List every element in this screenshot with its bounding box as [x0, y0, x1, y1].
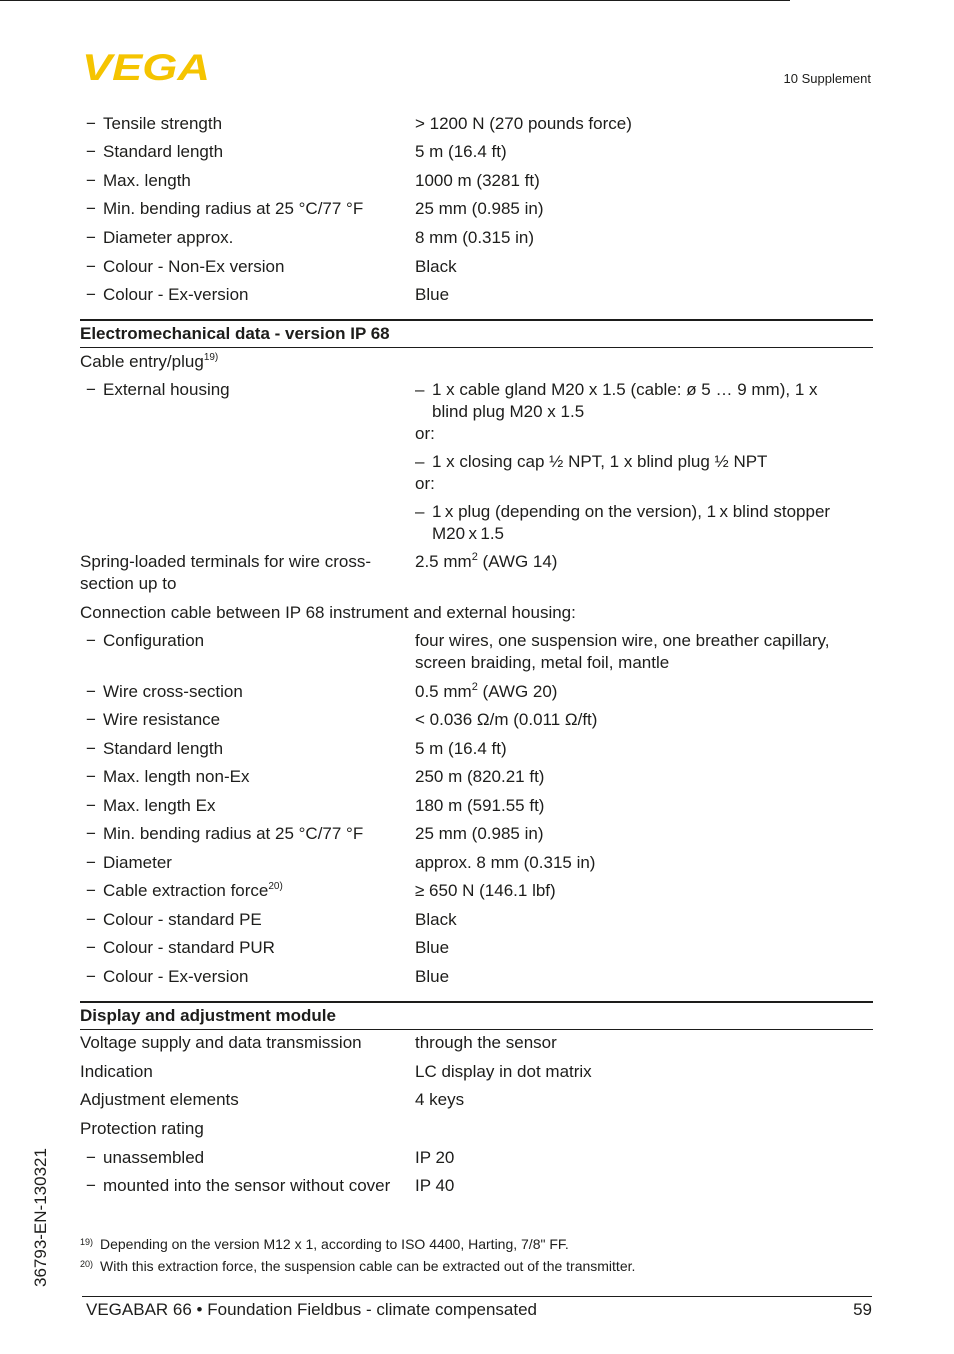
dash: − [86, 796, 96, 815]
spec-label: Standard length [103, 739, 224, 758]
spec-label: unassembled [103, 1148, 205, 1167]
spec-value: 25 mm (0.985 in) [415, 824, 544, 843]
superscript: 2 [471, 681, 478, 693]
option-text: M20 x 1.5 [432, 524, 505, 543]
section-label: 10 Supplement [783, 71, 871, 86]
spec-value: screen braiding, metal foil, mantle [415, 653, 670, 672]
section-heading-electromechanical: Electromechanical data - version IP 68 [80, 324, 390, 343]
spec-label: section up to [80, 574, 177, 593]
dash: − [86, 631, 96, 650]
footnote-ref: 19) [203, 352, 219, 363]
spec-label: Max. length [103, 171, 191, 190]
section-divider [80, 319, 873, 321]
spec-value: 1000 m (3281 ft) [415, 171, 540, 190]
spec-label: Standard length [103, 142, 224, 161]
footer-title: VEGABAR 66 • Foundation Fieldbus - climate compensated [86, 1300, 538, 1319]
superscript: 2 [471, 551, 478, 563]
value-text: (AWG 14) [477, 552, 558, 571]
spec-label: Max. length non-Ex [103, 767, 250, 786]
option-text: 1 x plug (depending on the version), 1 x blind stopper [432, 502, 831, 521]
spec-value: 4 keys [415, 1090, 465, 1109]
spec-value: 250 m (820.21 ft) [415, 767, 545, 786]
dash: − [86, 767, 96, 786]
spec-label: External housing [103, 380, 230, 399]
spec-label [103, 880, 283, 902]
spec-value: Blue [415, 938, 450, 957]
spec-value: IP 40 [415, 1176, 455, 1195]
section-divider [80, 1001, 873, 1003]
spec-value [415, 551, 557, 573]
dash: − [86, 710, 96, 729]
dash: − [86, 1176, 96, 1195]
dash: − [86, 824, 96, 843]
dash: − [86, 682, 96, 701]
spec-value: 8 mm (0.315 in) [415, 228, 535, 247]
spec-value: > 1200 N (270 pounds force) [415, 114, 632, 133]
option-text: 1 x cable gland M20 x 1.5 (cable: ø 5 … 9 mm), 1 x [432, 380, 818, 399]
dash: − [86, 199, 96, 218]
cable-entry-label [80, 351, 218, 373]
dash: − [86, 853, 96, 872]
spec-label: Colour - Ex-version [103, 285, 249, 304]
spec-value: < 0.036 Ω/m (0.011 Ω/ft) [415, 710, 598, 729]
spec-value [415, 681, 557, 703]
dash: − [86, 1148, 96, 1167]
dash: − [86, 171, 96, 190]
footnote-text: Depending on the version M12 x 1, according to ISO 4400, Harting, 7/8" FF. [100, 1236, 569, 1252]
or-text: or: [415, 424, 435, 443]
spec-label: mounted into the sensor without cover [103, 1176, 391, 1195]
spec-value: through the sensor [415, 1033, 557, 1052]
cable-entry-text: Cable entry/plug [80, 352, 204, 371]
spec-label: Diameter approx. [103, 228, 234, 247]
or-text: or: [415, 474, 435, 493]
spec-label: Voltage supply and data transmission [80, 1033, 362, 1052]
bullet: – [415, 452, 425, 471]
dash: − [86, 285, 96, 304]
connection-cable-label: Connection cable between IP 68 instrument and external housing: [80, 603, 576, 622]
spec-label: Colour - standard PE [103, 910, 262, 929]
footnote-text: With this extraction force, the suspension cable can be extracted out of the transmitter. [100, 1258, 636, 1274]
spec-label: Wire resistance [103, 710, 221, 729]
spec-value: ≥ 650 N (146.1 lbf) [415, 881, 556, 900]
dash: − [86, 739, 96, 758]
dash: − [86, 142, 96, 161]
spec-label: Indication [80, 1062, 153, 1081]
dash: − [86, 881, 96, 900]
value-text: 2.5 mm [415, 552, 472, 571]
spec-value: Blue [415, 285, 450, 304]
dash: − [86, 114, 96, 133]
spec-value: 5 m (16.4 ft) [415, 142, 507, 161]
spec-value: Black [415, 910, 457, 929]
spec-label: Configuration [103, 631, 205, 650]
dash: − [86, 380, 96, 399]
spec-label: Max. length Ex [103, 796, 216, 815]
footer-divider [82, 1296, 872, 1297]
document-code: 36793-EN-130321 [31, 1148, 50, 1287]
bullet: – [415, 502, 425, 521]
spec-label: Tensile strength [103, 114, 223, 133]
spec-value: approx. 8 mm (0.315 in) [415, 853, 596, 872]
section-divider [80, 1029, 873, 1030]
spec-value: LC display in dot matrix [415, 1062, 592, 1081]
section-divider [80, 347, 873, 348]
footnote-number: 20) [80, 1259, 94, 1269]
spec-label: Min. bending radius at 25 °C/77 °F [103, 199, 364, 218]
option-text: blind plug M20 x 1.5 [432, 402, 585, 421]
section-heading-display: Display and adjustment module [80, 1006, 336, 1025]
spec-label: Wire cross-section [103, 682, 243, 701]
spec-value: Blue [415, 967, 450, 986]
spec-value: IP 20 [415, 1148, 455, 1167]
spec-value: 25 mm (0.985 in) [415, 199, 544, 218]
spec-label: Colour - Ex-version [103, 967, 249, 986]
spec-label: Diameter [103, 853, 172, 872]
footnote-ref: 20) [268, 881, 283, 892]
bullet: – [415, 380, 425, 399]
spec-value: Black [415, 257, 457, 276]
value-text: 0.5 mm [415, 682, 472, 701]
spec-value: 5 m (16.4 ft) [415, 739, 507, 758]
page-number: 59 [853, 1300, 872, 1319]
dash: − [86, 910, 96, 929]
dash: − [86, 967, 96, 986]
label-text: Cable extraction force [103, 881, 269, 900]
option-text: 1 x closing cap ½ NPT, 1 x blind plug ½ NPT [432, 452, 768, 471]
footnote-number: 19) [80, 1237, 94, 1247]
dash: − [86, 938, 96, 957]
spec-value: four wires, one suspension wire, one breather capillary, [415, 631, 830, 650]
dash: − [86, 228, 96, 247]
spec-label: Colour - Non-Ex version [103, 257, 285, 276]
dash: − [86, 257, 96, 276]
svg-text:VEGA: VEGA [82, 50, 210, 84]
spec-label: Min. bending radius at 25 °C/77 °F [103, 824, 364, 843]
spec-value: 180 m (591.55 ft) [415, 796, 545, 815]
spec-label: Protection rating [80, 1119, 204, 1138]
header-divider [0, 0, 790, 1]
spec-label: Adjustment elements [80, 1090, 239, 1109]
spec-label: Colour - standard PUR [103, 938, 275, 957]
vega-logo [82, 50, 212, 84]
spec-label: Spring-loaded terminals for wire cross- [80, 552, 371, 571]
value-text: (AWG 20) [477, 682, 558, 701]
